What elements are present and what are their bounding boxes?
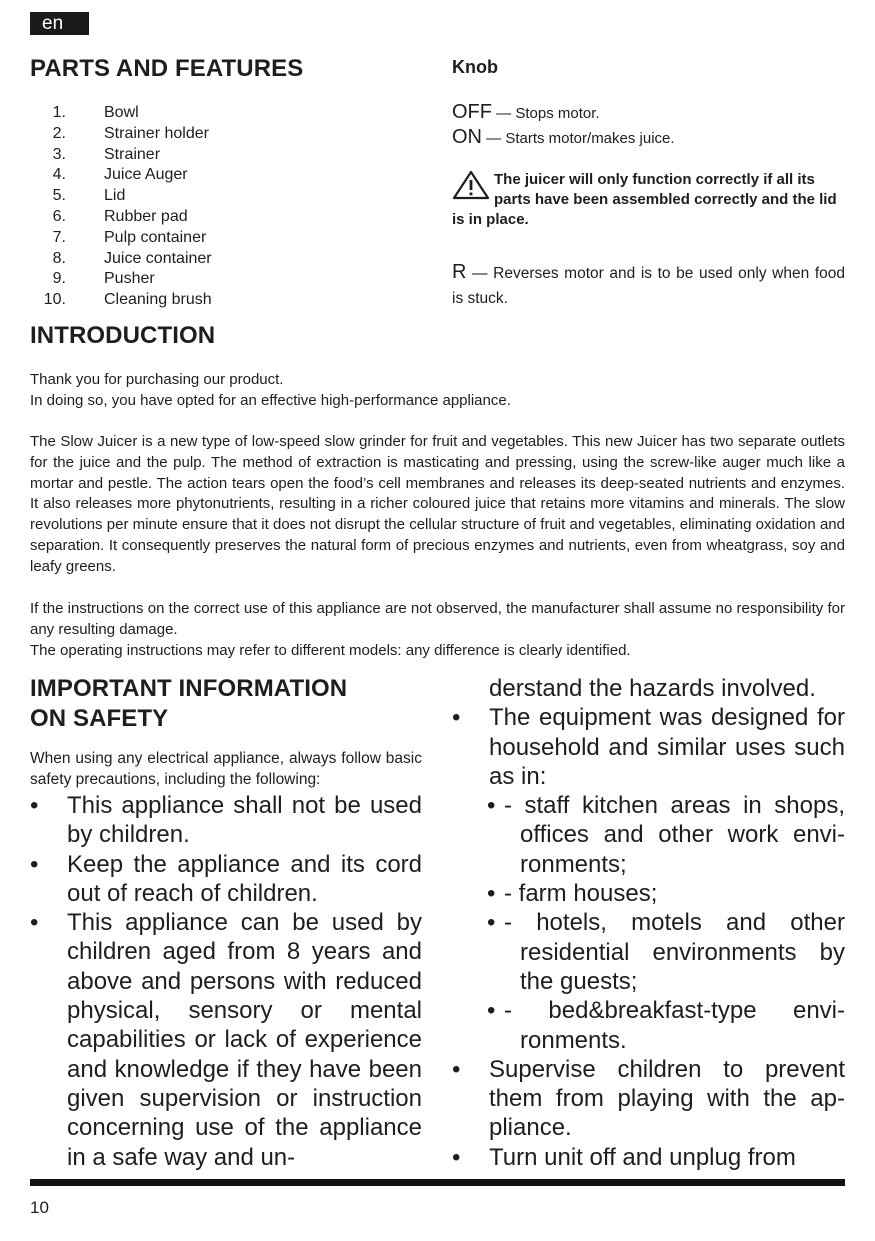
warning-note: The juicer will only function correctly if all its parts have been assembled correctly and the lid is in place. <box>452 171 837 228</box>
list-item: 5. Lid <box>52 187 126 205</box>
introduction-heading: INTRODUCTION <box>30 322 216 349</box>
safety-intro: When using any electrical appliance, always follow basic safety precautions, including the following: <box>30 750 422 788</box>
sub-list-item: • - bed&breakfast-type environments. <box>487 997 845 1054</box>
list-item: • Supervise children to prevent them from playing with the appliance. <box>452 1055 845 1142</box>
safety-heading: IMPORTANT INFORMATION ON SAFETY <box>30 675 348 732</box>
list-item: • This appliance can be used by children aged from 8 years and above and persons with reduced physical, sensory or mental capabilities or lack of experience and knowledge if they have been given supervision or instruction concerning use of the appliance in a safe way and un- <box>30 909 422 1171</box>
list-item: 1. Bowl <box>52 104 139 121</box>
list-item: • This appliance shall not be used by children. <box>30 792 422 849</box>
knob-off-line: OFF — Stops motor. <box>452 101 600 123</box>
intro-opted: In doing so, you have opted for an effective high-performance appliance. <box>30 392 511 409</box>
safety-list-left <box>30 791 422 1172</box>
knob-heading: Knob <box>452 57 498 77</box>
continued-text: derstand the hazards involved. <box>489 675 816 702</box>
sub-list-item: • - staff kitchen areas in shops, offices and other work environments; <box>487 792 845 878</box>
knob-reverse-line: R — Reverses motor and is to be used only when food is stuck. <box>452 261 845 307</box>
list-item: 10. Cleaning brush <box>43 291 212 309</box>
intro-description: The Slow Juicer is a new type of low-speed slow grinder for fruit and vegetables. This new Juicer has two separate outlets for the juice and the pulp. The method of extraction is masticating and pressing, using the screw-like auger much like a mortar and pestle. The action tears open the food’s cell membranes and releases its deep-seated nutrients and enzymes. It also releases more phytonutrients, resulting in a richer coloured juice that retains more vitamins and minerals. The slow revolutions per minute ensure that it does not disrupt the cellular structure of fruit and vegetables, eliminating oxidation and separation. It consequently preserves the natural form of precious enzymes and nutrients, even from wheatgrass, soy and leafy greens. <box>30 433 845 575</box>
knob-on-line: ON — Starts motor/makes juice. <box>452 126 675 148</box>
language-tag: en <box>30 12 89 35</box>
list-item: • Turn unit off and unplug from <box>452 1143 796 1171</box>
safety-list-right <box>452 674 845 1172</box>
list-item: • The equipment was designed for household and similar uses such as in: <box>452 704 845 790</box>
sub-list-item: • - farm houses; <box>487 880 658 908</box>
intro-thanks: Thank you for purchasing our product. <box>30 371 284 388</box>
footer-rule <box>30 1179 845 1186</box>
list-item: 2. Strainer holder <box>52 124 209 142</box>
warning-triangle-icon <box>452 170 490 200</box>
list-item: 3. Strainer <box>52 145 161 163</box>
list-item: 9. Pusher <box>52 270 155 288</box>
intro-models: The operating instructions may refer to different models: any difference is clearly identified. <box>30 642 631 659</box>
list-item: • Keep the appliance and its cord out of reach of children. <box>30 850 422 907</box>
list-item: 8. Juice container <box>52 249 212 267</box>
sub-list-item: • - hotels, motels and other residential environments by the guests; <box>487 909 845 995</box>
list-item: 4. Juice Auger <box>52 166 188 184</box>
parts-heading: PARTS AND FEATURES <box>30 55 304 82</box>
intro-liability: If the instructions on the correct use of this appliance are not observed, the manufacturer shall assume no responsibility for any resulting damage. <box>30 600 845 638</box>
list-item: 7. Pulp container <box>52 228 207 246</box>
list-item: 6. Rubber pad <box>52 207 188 225</box>
parts-list <box>30 103 270 311</box>
page-number: 10 <box>30 1198 49 1217</box>
sub-list <box>452 791 845 1055</box>
